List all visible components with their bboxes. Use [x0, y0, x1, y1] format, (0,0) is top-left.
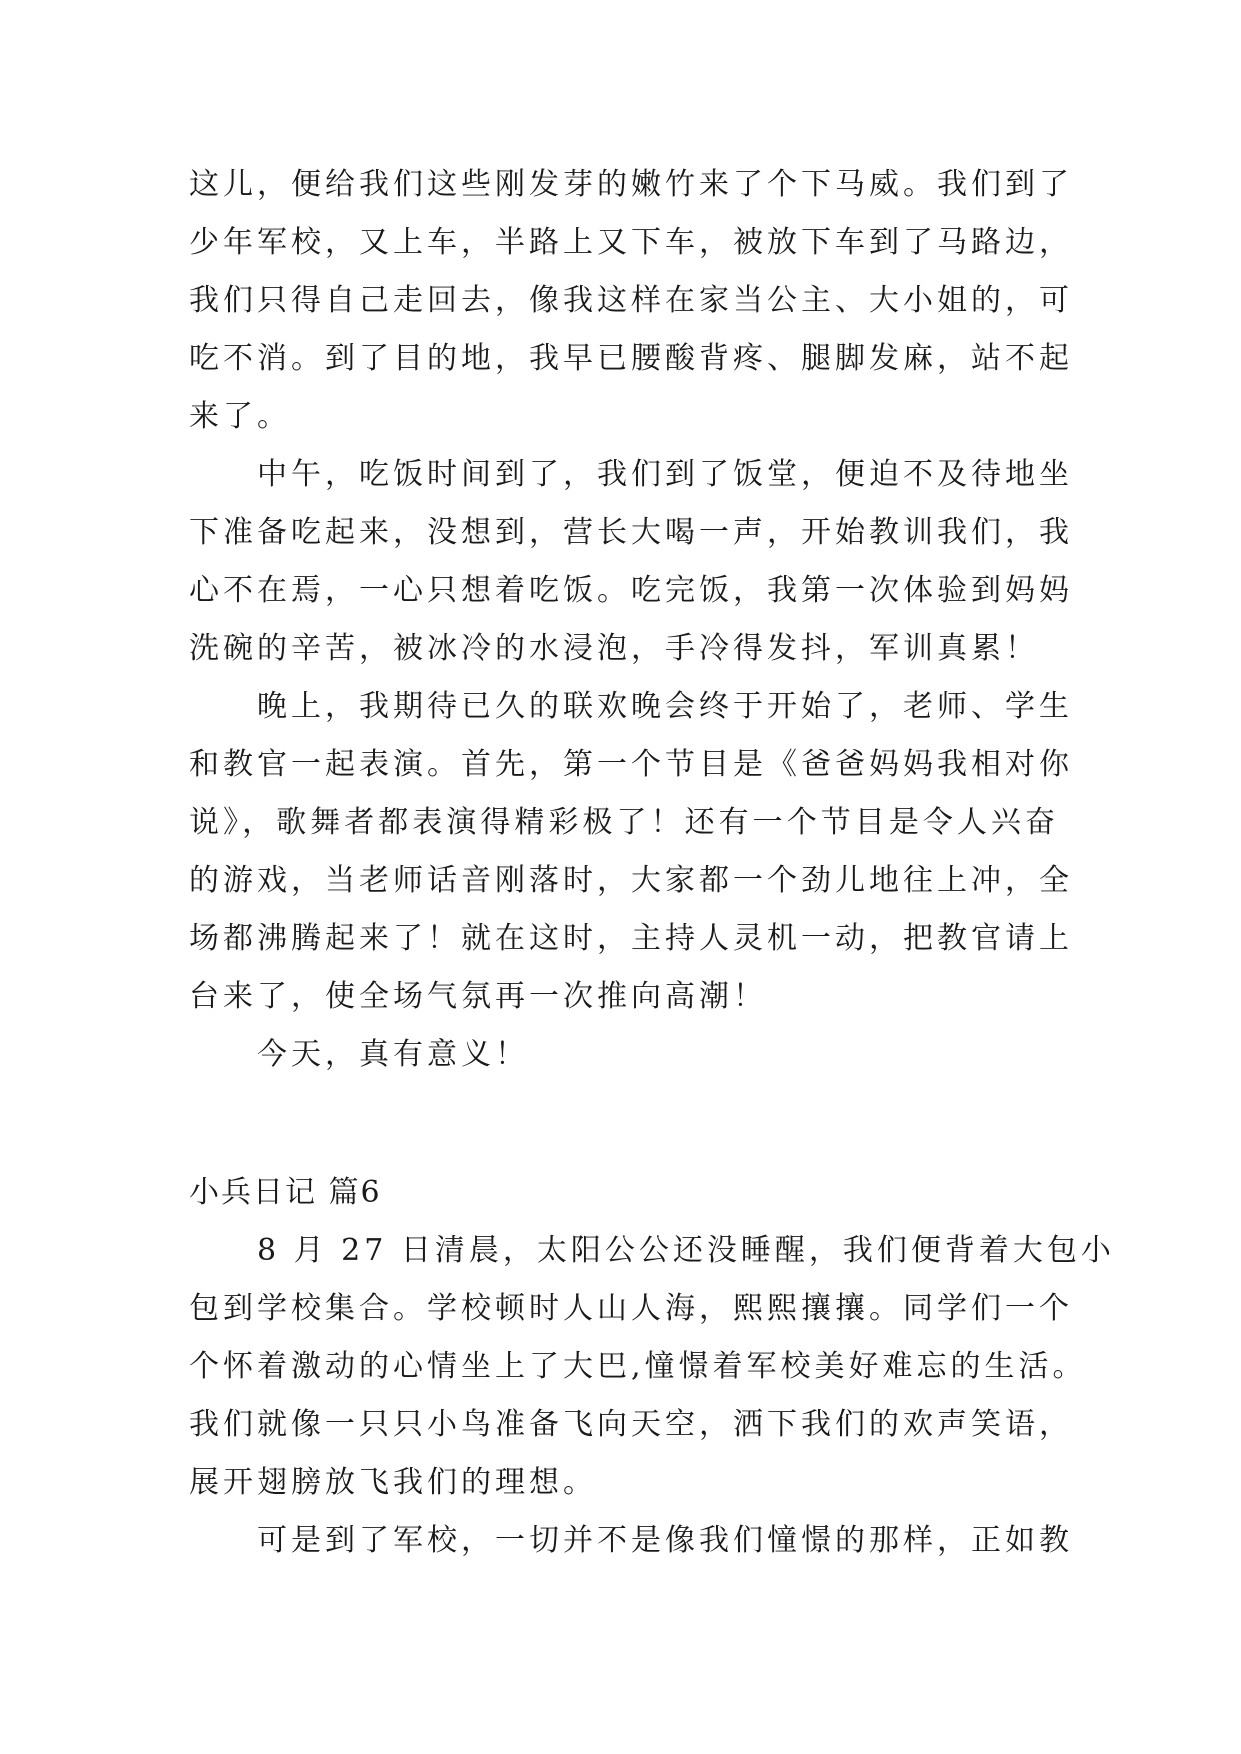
- section-heading: 小兵日记 篇6: [189, 1175, 382, 1210]
- text-line: 少年军校，又上车，半路上又下车，被放下车到了马路边，: [189, 225, 1073, 260]
- section-gap: [189, 1084, 1059, 1164]
- text-line: 洗碗的辛苦，被冰冷的水浸泡，手冷得发抖，军训真累！: [189, 631, 1039, 666]
- paragraph-1: [189, 156, 1073, 446]
- document-body: [189, 156, 1115, 1570]
- text-line: 这儿，便给我们这些刚发芽的嫩竹来了个下马威。我们到了: [189, 167, 1073, 202]
- text-line: 展开翅膀放飞我们的理想。: [189, 1465, 597, 1500]
- text-line: 我们就像一只只小鸟准备飞向天空，洒下我们的欢声笑语，: [189, 1407, 1073, 1442]
- text-line: 8 月 27 日清晨，太阳公公还没睡醒，我们便背着大包小: [257, 1233, 1115, 1268]
- paragraph-3: [189, 678, 1073, 1026]
- text-line: 晚上，我期待已久的联欢晚会终于开始了，老师、学生: [257, 689, 1073, 724]
- text-line: 场都沸腾起来了！就在这时，主持人灵机一动，把教官请上: [189, 921, 1073, 956]
- text-line: 和教官一起表演。首先，第一个节目是《爸爸妈妈我相对你: [189, 747, 1073, 782]
- text-line: 吃不消。到了目的地，我早已腰酸背疼、腿脚发麻，站不起: [189, 341, 1073, 376]
- paragraph-2: [189, 446, 1073, 678]
- text-line: 我们只得自己走回去，像我这样在家当公主、大小姐的，可: [189, 283, 1073, 318]
- text-line: 中午，吃饭时间到了，我们到了饭堂，便迫不及待地坐: [257, 457, 1073, 492]
- text-line: 来了。: [189, 399, 291, 434]
- text-line: 下准备吃起来，没想到，营长大喝一声，开始教训我们，我: [189, 515, 1073, 550]
- text-line: 个怀着激动的心情坐上了大巴,憧憬着军校美好难忘的生活。: [189, 1349, 1087, 1384]
- text-line: 今天，真有意义！: [257, 1037, 529, 1072]
- text-line: 台来了，使全场气氛再一次推向高潮！: [189, 979, 767, 1014]
- text-line: 心不在焉，一心只想着吃饭。吃完饭，我第一次体验到妈妈: [189, 573, 1073, 608]
- text-line: 可是到了军校，一切并不是像我们憧憬的那样，正如教: [257, 1523, 1073, 1558]
- paragraph-5: [189, 1222, 1115, 1512]
- paragraph-6: [189, 1512, 1073, 1570]
- text-line: 包到学校集合。学校顿时人山人海，熙熙攘攘。同学们一个: [189, 1291, 1073, 1326]
- text-line: 说》，歌舞者都表演得精彩极了！还有一个节目是令人兴奋: [189, 805, 1059, 840]
- text-line: 的游戏，当老师话音刚落时，大家都一个劲儿地往上冲，全: [189, 863, 1073, 898]
- paragraph-4: [189, 1026, 1059, 1084]
